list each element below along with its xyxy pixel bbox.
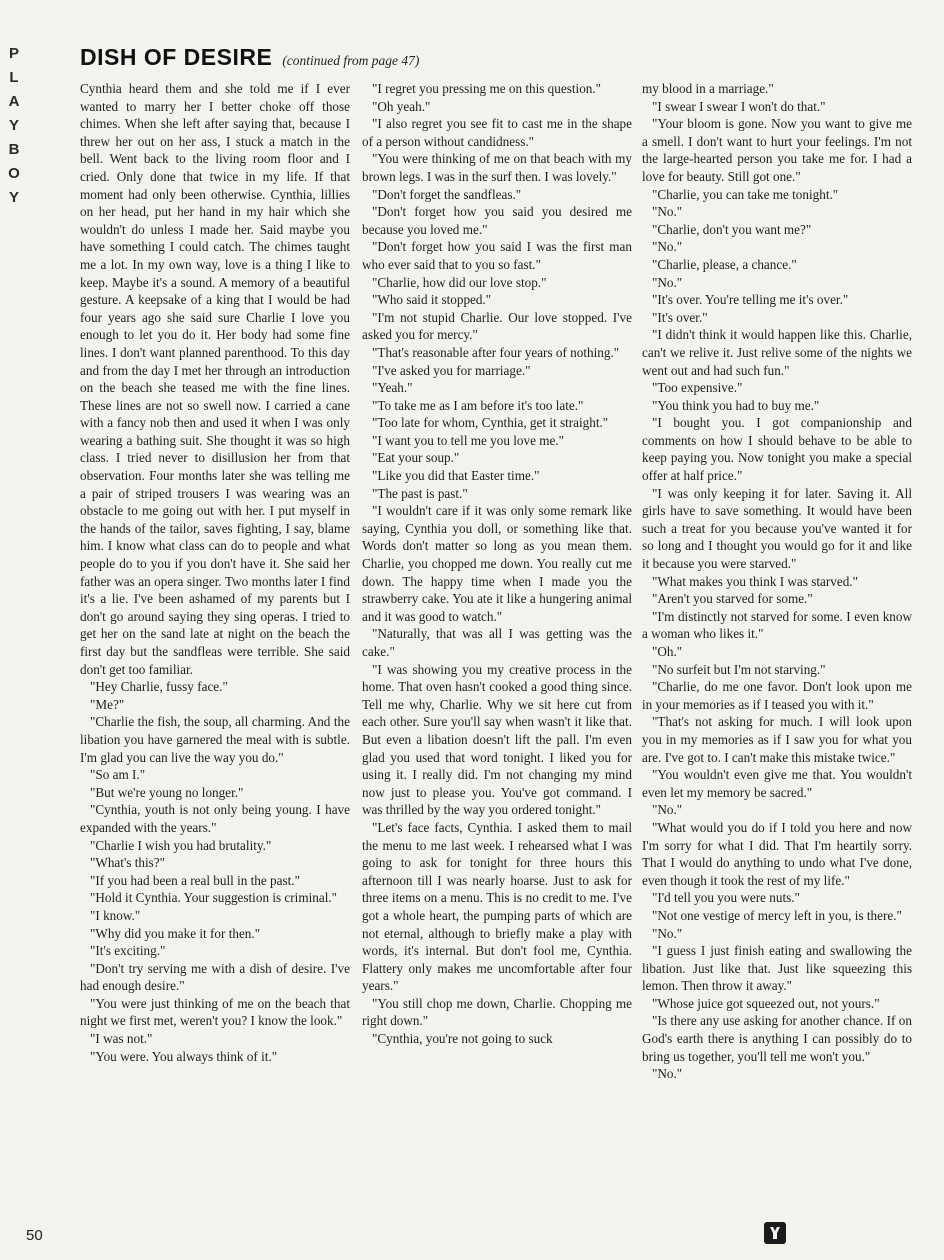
paragraph: "Charlie, don't you want me?" [652,221,812,237]
paragraph: "Me?" [90,696,125,712]
paragraph: "I know." [90,907,141,923]
paragraph: "Cynthia, you're not going to suck [372,1031,553,1047]
paragraph: "I've asked you for marriage." [372,362,531,378]
paragraph: "I didn't think it would happen like this. Charlie, can't we relive it. Just relive some of the nights we went out and had such fun." [642,327,912,378]
paragraph: "Charlie, please, a chance." [652,256,797,272]
paragraph: "I bought you. I got companionship and comments on how I should behave to be able to keep paying you. Now tonight you make a special offer at half price." [642,415,912,484]
paragraph: "Hey Charlie, fussy face." [90,679,228,695]
paragraph: "I swear I swear I won't do that." [652,98,826,114]
paragraph: "I'd tell you you were nuts." [652,890,800,906]
paragraph: "That's reasonable after four years of nothing." [372,344,620,360]
paragraph: "Yeah." [372,380,413,396]
playboy-side-tab [4,42,24,210]
paragraph: "Too expensive." [652,380,743,396]
paragraph: "You still chop me down, Charlie. Chopping me right down." [362,995,632,1029]
paragraph: "It's over." [652,309,708,325]
paragraph: "But we're young no longer." [90,784,244,800]
side-tab-letter: L [9,69,19,86]
paragraph: "You wouldn't even give me that. You wouldn't even let my memory be sacred." [642,767,912,800]
side-tab-letter: Y [8,117,19,134]
paragraph: "Who said it stopped." [372,292,492,308]
paragraph: "I also regret you see fit to cast me in the shape of a person without candidness." [362,116,632,149]
paragraph: "No." [652,1066,683,1082]
paragraph: "You were thinking of me on that beach with my brown legs. I was in the surf then. I was lovely." [362,151,632,184]
paragraph: "What's this?" [90,855,166,871]
paragraph: "No surfeit but I'm not starving." [652,661,826,677]
side-tab-letter: O [8,165,20,182]
page-number: 50 [26,1227,43,1244]
paragraph: "Oh." [652,644,683,659]
paragraph: "Don't forget how you said you desired me because you loved me." [362,204,632,237]
paragraph: "You were. You always think of it." [90,1048,278,1064]
paragraph: "I'm not stupid Charlie. Our love stopped. I've asked you for mercy." [362,309,632,343]
paragraph: "Charlie, do me one favor. Don't look upon me in your memories as if I teased you with it." [642,679,912,712]
paragraph: "No." [652,802,683,818]
paragraph: "Is there any use asking for another chance. If on God's earth there is anything I can possibly do to bring us together, you'll tell me won't you." [642,1013,912,1064]
paragraph: "No." [652,274,683,290]
side-tab-letter: Y [8,189,19,206]
paragraph: "No." [652,239,683,255]
text-column-3 [642,80,912,1083]
paragraph: Cynthia heard them and she told me if I ever wanted to marry her I better choke off those chimes. When she left after saying that, because I threw her out on her ass, I stuck a match in the bell. Went back to the living room floor and I cried. Only done that twice in my life. If that moment had only been otherwise. Cynthia, lillies on her head, put her hand in my hair which she wouldn't do unless I made her. Said maybe you have something I could catch. The chimes taught me a lot. In my own way, love is a thing I like to keep. Maybe it's a sound. A memory of a beautiful gesture. A keepsake of a king that I would be had four years ago she said sure Charlie I love you enough to let you do it. Her body had some fine lines. I don't want planned parenthood. To this day and from the day I met her through an introduction on the beach she teased me with the fine lines. These lines are not so swell now. I carried a cane with a fancy nob then and used it when I was only wearing a bathing suit. She thought it was so high class. I tried never to disillusion her from that observation. Four months later she was telling me a pair of striped trousers I was wearing was an obstacle to me going out with her. I put myself in the hands of the tailor, saves fighting, I say, blame him. I know what class can do to people and what people do to you if you don't have it. She said her father was an opera singer. Two months later I find it's a lie. I've been ashamed of my parents but I don't go around saying they sing operas. I tried to get her on the sand late at night on the beach the first day but the sandfleas were terrible. She said don't get too familiar. [80,81,350,677]
paragraph: "To take me as I am before it's too late." [372,397,584,413]
paragraph: "I want you to tell me you love me." [372,432,565,448]
paragraph: "Whose juice got squeezed out, not yours." [652,995,880,1011]
paragraph: "Aren't you starved for some." [652,591,813,607]
paragraph: "Your bloom is gone. Now you want to give me a smell. I don't want to hurt your feelings. I'm not the large-hearted person you take me for. I had a love for beauty. Still got one." [642,116,912,184]
paragraph: "Charlie I wish you had brutality." [90,837,272,853]
article-header [80,44,419,71]
continued-note: (continued from page 47) [282,53,420,68]
paragraph: "No." [652,204,683,220]
rabbit-end-mark-icon [764,1222,786,1244]
paragraph: "No." [652,925,683,941]
paragraph: "Let's face facts, Cynthia. I asked them to mail the menu to me last week. I rehearsed what I was going to ask for tonight for three hours this afternoon till I was nearly hoarse. Just to ask for three items on a menu. This is no credit to me. I've got a whole heart, the pumping parts of which are not eternal, although to briefly make a play with words, it's internal. But don't fool me, Cynthia. Flattery only makes me uncomfortable after four years." [362,819,632,994]
paragraph: "What would you do if I told you here and now I'm sorry for what I did. That I'm heartily sorry. That I would do anything to undo what I've done, even though it took the rest of my life." [642,819,912,888]
paragraph: "The past is past." [372,485,468,501]
paragraph: "Too late for whom, Cynthia, get it straight." [372,415,609,431]
paragraph: "You were just thinking of me on the beach that night we first met, weren't you? I know the look." [80,995,350,1029]
paragraph: "I was only keeping it for later. Saving it. All girls have to save something. It would have been such a treat for you because you've wanted it for so long and I thought you would go for it and like it because you were starved." [642,485,912,572]
paragraph: "Hold it Cynthia. Your suggestion is criminal." [90,890,338,906]
paragraph: "You think you had to buy me." [652,397,820,413]
paragraph: "Like you did that Easter time." [372,468,540,484]
paragraph: "I was showing you my creative process in the home. That oven hasn't cooked a good thing since. Tell me why, Charlie. Why we sit here cut from each other. Sure you'll say when wasn't it like that. But even a libation doesn't lift the pall. I'm even glad you used that word tonight. I liked you for using it. I really did. I'm not changing my mind now just to please you. You've got command. I was thrilled by the way you ordered tonight." [362,661,632,818]
paragraph: "Don't try serving me with a dish of desire. I've had enough desire." [80,960,350,994]
paragraph: "It's exciting." [90,943,166,959]
side-tab-letter: A [8,93,20,110]
side-tab-letter: P [8,45,19,62]
article-title: DISH OF DESIRE [80,44,273,70]
text-column-2 [362,80,632,1048]
paragraph: "That's not asking for much. I will look upon you in my memories as if I saw you for what you are. I've got to. I can't make this mistake twice." [642,714,912,765]
side-tab-letter: B [8,141,20,158]
paragraph: "Don't forget how you said I was the first man who ever said that to you so fast." [362,239,632,272]
paragraph: "What makes you think I was starved." [652,573,858,589]
paragraph: "I regret you pressing me on this question." [372,81,602,96]
paragraph: "Cynthia, youth is not only being young. I have expanded with the years." [80,802,350,835]
paragraph: "I guess I just finish eating and swallowing the libation. Just like that. Just like squeezing this lemon. Then throw it away." [642,943,912,994]
paragraph: my blood in a marriage." [642,81,774,96]
paragraph: "Eat your soup." [372,450,460,466]
paragraph: "Charlie, you can take me tonight." [652,186,839,202]
paragraph: "Charlie the fish, the soup, all charming. And the libation you have garnered the meal with is subtle. I'm glad you can live the way you do." [80,714,350,765]
paragraph: "So am I." [90,767,146,783]
paragraph: "Why did you make it for then." [90,925,261,941]
paragraph: "If you had been a real bull in the past." [90,872,300,888]
paragraph: "I was not." [90,1031,153,1047]
paragraph: "Charlie, how did our love stop." [372,274,547,290]
paragraph: "I wouldn't care if it was only some remark like saying, Cynthia you doll, or something like that. Words don't matter so long as you mean them. Charlie, you chopped me down. You really cut me down. The happy time when I made you the strawberry cake. You ate it like a hungering animal and it was good to watch." [362,503,632,624]
paragraph: "It's over. You're telling me it's over." [652,292,849,308]
paragraph: "Naturally, that was all I was getting was the cake." [362,626,632,659]
paragraph: "Don't forget the sandfleas." [372,186,522,202]
paragraph: "I'm distinctly not starved for some. I even know a woman who likes it." [642,608,912,642]
paragraph: "Not one vestige of mercy left in you, is there." [652,907,902,923]
text-column-1 [80,80,350,1065]
paragraph: "Oh yeah." [372,98,431,114]
